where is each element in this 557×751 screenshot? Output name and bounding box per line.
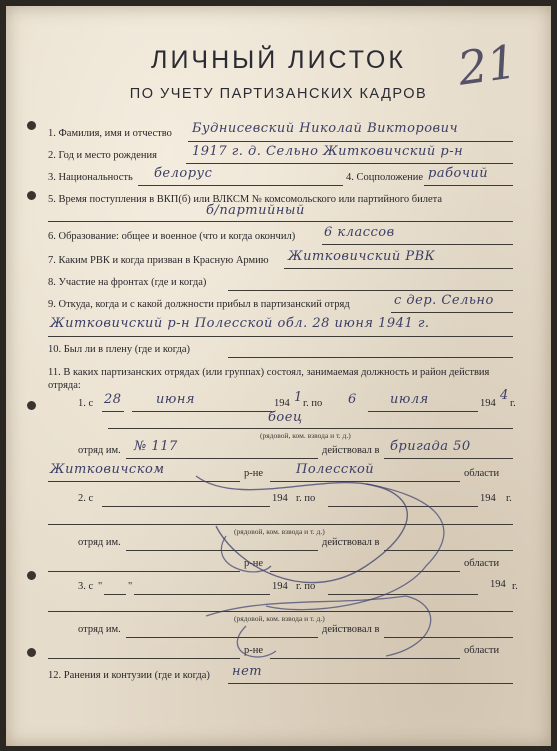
district-label-2: р-не [244, 558, 264, 569]
period-1-position: боец [268, 410, 303, 425]
period-1-to-suffix: г. [510, 398, 516, 409]
page-title: ЛИЧНЫЙ ЛИСТОК [151, 46, 406, 74]
period-1-month: июня [156, 392, 195, 407]
period-1-to-year-digit: 4 [500, 388, 509, 403]
period-1-year: 194 [274, 398, 290, 409]
detachment-label-3: отряд им. [78, 624, 121, 635]
district-value: Житковичском [50, 462, 165, 477]
page-number: 21 [454, 34, 521, 96]
period-1-day: 28 [104, 392, 122, 407]
period-2-prefix: 2. с [78, 493, 94, 504]
field-1-value: Буднисевский Николай Викторович [192, 121, 459, 136]
field-7-value: Житковичский РВК [288, 249, 436, 264]
field-6-label: 6. Образование: общее и военное (что и когда окончил) [48, 231, 296, 242]
region-label-3: области [464, 645, 500, 656]
field-1-label: 1. Фамилия, имя и отчество [48, 128, 172, 139]
acted-value: бригада 50 [390, 439, 471, 454]
period-1-to: г. по [303, 398, 323, 409]
field-7-label: 7. Каким РВК и когда призван в Красную Армию [48, 255, 269, 266]
period-1-year-digit: 1 [294, 390, 303, 405]
field-8-label: 8. Участие на фронтах (где и когда) [48, 277, 207, 288]
period-2-suffix: г. [506, 493, 512, 504]
field-11-label: 11. В каких партизанских отрядах (или группах) состоял, занимаемая должность и район действия отряда: [48, 367, 490, 391]
field-9-value-2: Житковичский р-н Полесской обл. 28 июня 1941 г. [50, 316, 430, 331]
field-9-label: 9. Откуда, когда и с какой должности прибыл в партизанский отряд [48, 299, 350, 310]
period-1-to-day: 6 [348, 392, 357, 407]
field-2-label: 2. Год и место рождения [48, 150, 157, 161]
period-2-year-end: 194 [480, 493, 496, 504]
district-label-3: р-не [244, 645, 264, 656]
field-4-label: 4. Соцположение [346, 172, 424, 183]
field-6-value: 6 классов [324, 225, 395, 240]
field-12-label: 12. Ранения и контузии (где и когда) [48, 670, 210, 681]
detachment-label: отряд им. [78, 445, 121, 456]
page-subtitle: ПО УЧЕТУ ПАРТИЗАНСКИХ КАДРОВ [129, 86, 428, 102]
field-3-value: белорус [154, 166, 213, 181]
period-3-year-end: 194 [490, 579, 506, 590]
period-3-year: 194 [272, 581, 288, 592]
detachment-value: № 117 [134, 439, 178, 454]
detachment-label-2: отряд им. [78, 537, 121, 548]
acted-label-3: действовал в [322, 624, 380, 635]
region-label: области [464, 468, 500, 479]
acted-label: действовал в [322, 445, 380, 456]
field-3-label: 3. Национальность [48, 172, 133, 183]
period-1-to-month: июля [390, 392, 429, 407]
document-sheet [6, 6, 551, 746]
period-3-to: г. по [296, 581, 316, 592]
rank-caption-2: (рядовой, ком. взвода и т. д.) [234, 527, 325, 536]
field-5-label: 5. Время поступления в ВКП(б) или ВЛКСМ № комсомольского или партийного билета [48, 194, 443, 205]
strike-scribble [6, 6, 551, 746]
period-3-suffix: г. [512, 581, 518, 592]
field-9-value: с дер. Сельно [394, 293, 494, 308]
rank-caption-3: (рядовой, ком. взвода и т. д.) [234, 614, 325, 623]
period-3-quote-open: " [98, 581, 103, 592]
period-3-prefix: 3. с [78, 581, 94, 592]
period-2-to: г. по [296, 493, 316, 504]
field-5-value: б/партийный [206, 203, 305, 218]
rank-caption: (рядовой, ком. взвода и т. д.) [260, 431, 351, 440]
field-2-value: 1917 г. д. Сельно Житковичский р-н [192, 144, 464, 159]
period-2-year: 194 [272, 493, 288, 504]
period-1-to-year: 194 [480, 398, 496, 409]
district-label: р-не [244, 468, 264, 479]
field-12-value: нет [232, 664, 263, 679]
field-10-label: 10. Был ли в плену (где и когда) [48, 344, 191, 355]
field-4-value: рабочий [428, 166, 489, 181]
region-label-2: области [464, 558, 500, 569]
acted-label-2: действовал в [322, 537, 380, 548]
region-value: Полесской [296, 462, 375, 477]
period-3-quote-close: " [128, 581, 133, 592]
period-1-prefix: 1. с [78, 398, 94, 409]
